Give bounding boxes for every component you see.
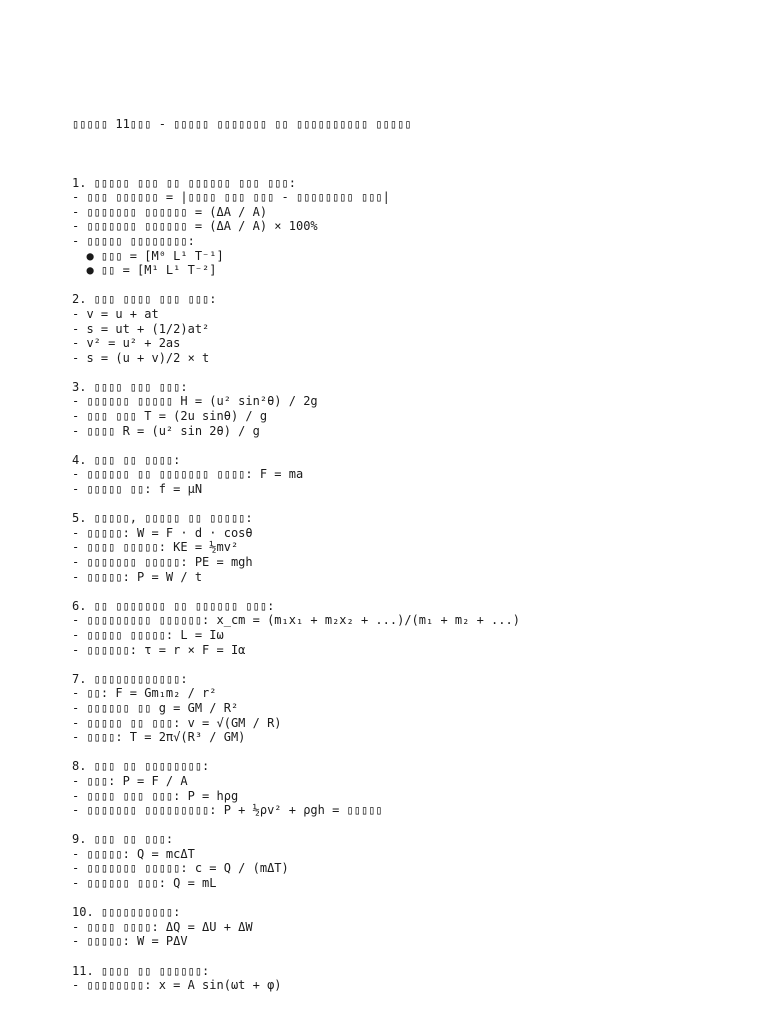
section-spacer bbox=[72, 438, 752, 453]
formula-line: - ▯▯▯▯▯▯ ▯▯ ▯▯▯▯▯▯▯ ▯▯▯▯: F = ma bbox=[72, 467, 304, 482]
section-heading: 1. ▯▯▯▯▯ ▯▯▯ ▯▯ ▯▯▯▯▯▯ ▯▯▯ ▯▯▯: bbox=[72, 175, 296, 190]
section-spacer bbox=[72, 745, 752, 760]
formula-line: - ▯▯▯▯▯▯ ▯▯▯▯▯ H = (u² sin²θ) / 2g bbox=[72, 394, 318, 409]
section-spacer bbox=[72, 497, 752, 512]
document-sections bbox=[72, 176, 752, 993]
section-spacer bbox=[72, 818, 752, 833]
section-heading: 3. ▯▯▯▯ ▯▯▯ ▯▯▯: bbox=[72, 379, 188, 394]
formula-line: - v = u + at bbox=[72, 306, 159, 321]
formula-line: - ▯▯: F = Gm₁m₂ / r² bbox=[72, 686, 217, 701]
formula-line: - ▯▯▯▯▯▯ ▯▯ g = GM / R² bbox=[72, 700, 239, 715]
formula-line: - ▯▯▯ ▯▯▯▯▯▯ = |▯▯▯▯ ▯▯▯ ▯▯▯ - ▯▯▯▯▯▯▯▯ ▯▯▯| bbox=[72, 190, 390, 205]
formula-section bbox=[72, 511, 752, 599]
section-heading: 8. ▯▯▯ ▯▯ ▯▯▯▯▯▯▯▯: bbox=[72, 759, 210, 774]
section-spacer bbox=[72, 365, 752, 380]
formula-line: - ▯▯▯▯ ▯▯▯ ▯▯▯: P = hρg bbox=[72, 788, 239, 803]
formula-section bbox=[72, 599, 752, 672]
formula-section bbox=[72, 292, 752, 380]
section-spacer bbox=[72, 278, 752, 293]
section-spacer bbox=[72, 891, 752, 906]
section-spacer bbox=[72, 657, 752, 672]
formula-line: - ▯▯▯▯▯ ▯▯▯▯▯▯▯▯: bbox=[72, 233, 195, 248]
formula-section bbox=[72, 176, 752, 293]
document-page bbox=[72, 88, 752, 1007]
formula-line: ● ▯▯ = [M¹ L¹ T⁻²] bbox=[72, 263, 217, 278]
formula-line: - ▯▯▯▯▯ ▯▯ ▯▯▯: v = √(GM / R) bbox=[72, 715, 282, 730]
formula-line: - ▯▯▯▯▯▯: τ = r × F = Iα bbox=[72, 642, 246, 657]
formula-line: - ▯▯▯▯▯ ▯▯: f = μN bbox=[72, 482, 203, 497]
section-heading: 9. ▯▯▯ ▯▯ ▯▯▯: bbox=[72, 832, 174, 847]
formula-line: - ▯▯▯▯ ▯▯▯▯: ΔQ = ΔU + ΔW bbox=[72, 919, 253, 934]
formula-line: - ▯▯▯▯ ▯▯▯▯▯: KE = ½mv² bbox=[72, 540, 239, 555]
section-heading: 7. ▯▯▯▯▯▯▯▯▯▯▯▯: bbox=[72, 671, 188, 686]
formula-section bbox=[72, 672, 752, 760]
formula-line: - ▯▯▯: P = F / A bbox=[72, 773, 188, 788]
formula-line: - ▯▯▯ ▯▯▯ T = (2u sinθ) / g bbox=[72, 409, 268, 424]
formula-line: - ▯▯▯▯▯▯▯ ▯▯▯▯▯▯ = (ΔA / A) × 100% bbox=[72, 219, 318, 234]
section-heading: 4. ▯▯▯ ▯▯ ▯▯▯▯: bbox=[72, 452, 181, 467]
formula-line: - ▯▯▯▯▯: P = W / t bbox=[72, 569, 203, 584]
formula-line: - s = ut + (1/2)at² bbox=[72, 321, 210, 336]
formula-line: - ▯▯▯▯▯▯▯ ▯▯▯▯▯: PE = mgh bbox=[72, 555, 253, 569]
formula-line: - ▯▯▯▯▯▯▯▯: x = A sin(ωt + φ) bbox=[72, 978, 282, 993]
formula-line: - v² = u² + 2as bbox=[72, 336, 181, 351]
section-heading: 2. ▯▯▯ ▯▯▯▯ ▯▯▯ ▯▯▯: bbox=[72, 292, 217, 307]
section-heading: 10. ▯▯▯▯▯▯▯▯▯▯: bbox=[72, 905, 181, 920]
formula-line: - ▯▯▯▯▯: W = F · d · cosθ bbox=[72, 525, 253, 540]
section-heading: 5. ▯▯▯▯▯, ▯▯▯▯▯ ▯▯ ▯▯▯▯▯: bbox=[72, 511, 253, 526]
formula-line: - ▯▯▯▯: T = 2π√(R³ / GM) bbox=[72, 730, 246, 745]
section-spacer bbox=[72, 584, 752, 599]
formula-line: - ▯▯▯▯▯▯▯ ▯▯▯▯▯: c = Q / (mΔT) bbox=[72, 861, 289, 876]
section-spacer bbox=[72, 949, 752, 964]
formula-section bbox=[72, 832, 752, 905]
section-heading: 11. ▯▯▯▯ ▯▯ ▯▯▯▯▯▯: bbox=[72, 963, 210, 978]
document-title: ▯▯▯▯▯ 11▯▯▯ - ▯▯▯▯▯ ▯▯▯▯▯▯▯ ▯▯ ▯▯▯▯▯▯▯▯▯▯ ▯▯▯▯▯ bbox=[72, 117, 412, 132]
formula-line: - ▯▯▯▯▯ ▯▯▯▯▯: L = Iω bbox=[72, 627, 224, 642]
formula-line: - ▯▯▯▯▯: W = PΔV bbox=[72, 934, 188, 949]
formula-line: - ▯▯▯▯▯: Q = mcΔT bbox=[72, 846, 195, 861]
formula-line: - ▯▯▯▯▯▯▯▯▯ ▯▯▯▯▯▯: x_cm = (m₁x₁ + m₂x₂ + ...)/(m₁ + m₂ + ...) bbox=[72, 613, 520, 628]
formula-section bbox=[72, 759, 752, 832]
formula-line: - ▯▯▯▯▯▯▯ ▯▯▯▯▯▯▯▯▯: P + ½ρv² + ρgh = ▯▯▯▯▯ bbox=[72, 803, 383, 818]
formula-section bbox=[72, 380, 752, 453]
formula-line: ● ▯▯▯ = [M⁰ L¹ T⁻¹] bbox=[72, 248, 224, 263]
formula-line: - s = (u + v)/2 × t bbox=[72, 350, 210, 365]
formula-line: - ▯▯▯▯▯▯ ▯▯▯: Q = mL bbox=[72, 876, 217, 891]
formula-line: - ▯▯▯▯ R = (u² sin 2θ) / g bbox=[72, 423, 260, 438]
formula-section bbox=[72, 964, 752, 993]
formula-line: - ▯▯▯▯▯▯▯ ▯▯▯▯▯▯ = (ΔA / A) bbox=[72, 204, 268, 219]
formula-section bbox=[72, 905, 752, 963]
section-heading: 6. ▯▯ ▯▯▯▯▯▯▯ ▯▯ ▯▯▯▯▯▯ ▯▯▯: bbox=[72, 598, 275, 613]
formula-section bbox=[72, 453, 752, 511]
